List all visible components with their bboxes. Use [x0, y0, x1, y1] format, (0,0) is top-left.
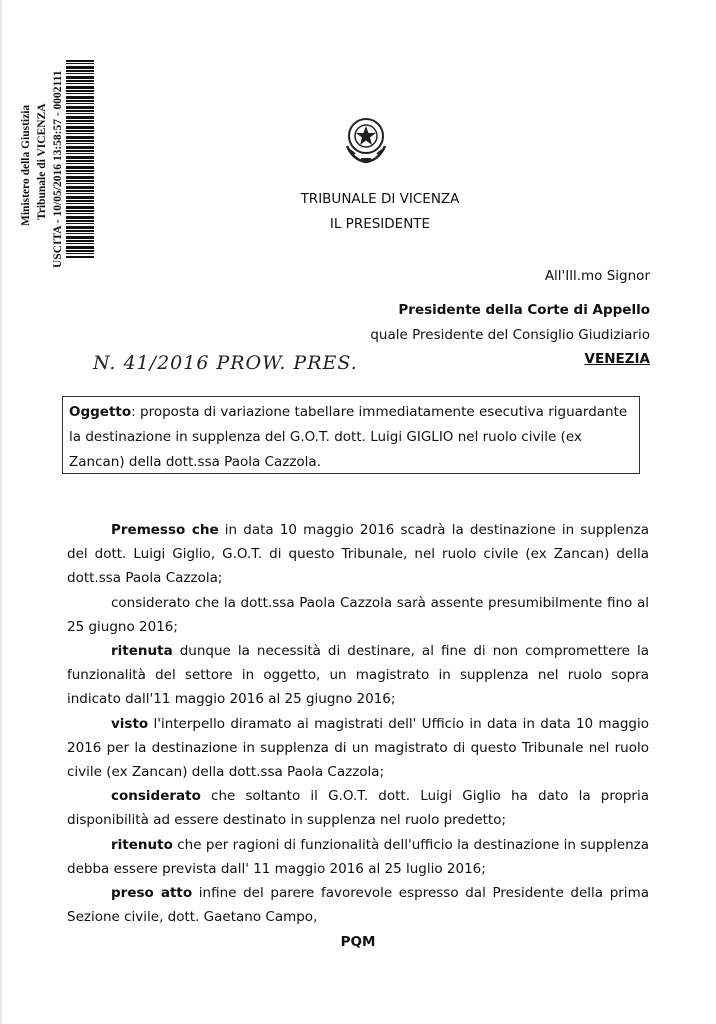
paragraph-considerato-assenza [67, 591, 649, 639]
president-role: IL PRESIDENTE [329, 216, 431, 232]
paragraph-text: che soltanto il G.O.T. dott. Luigi Giglio ha dato la propria disponibilità ad essere destinato in supplenza nel ruolo predetto; [67, 788, 649, 829]
paragraph-text: l'interpello diramato ai magistrati dell' Ufficio in data in data 10 maggio 2016 per la destinazione in supplenza di un magistrato di questo Tribunale nel ruolo civile (ex Zancan) della dott.ssa Paola Cazzola; [67, 715, 649, 781]
paragraph-text: considerato che la dott.ssa Paola Cazzola sarà assente presumibilmente fino al 25 giugno 2016; [67, 594, 649, 635]
subject-text: : proposta di variazione tabellare immediatamente esecutiva riguardante la destinazione in supplenza del G.O.T. dott. Luigi GIGLIO nel ruolo civile (ex Zancan) della dott.ssa Paola Cazzola. [69, 404, 628, 470]
stamp-protocol: USCITA - 10/05/2016 13:58:57 - 0002111 [52, 70, 64, 268]
paragraph-visto [67, 712, 649, 785]
paragraph-lead: visto [111, 715, 149, 732]
recipient-title: Presidente della Corte di Appello [398, 302, 650, 318]
recipient-qualification: quale Presidente del Consiglio Giudiziario [370, 327, 650, 343]
paragraph-text: dunque la necessità di destinare, al fine di non compromettere la funzionalità del settore in oggetto, un magistrato in supplenza nel ruolo sopra indicato dall'11 maggio 2016 al 25 giugno 2016; [67, 643, 649, 708]
paragraph-text: che per ragioni di funzionalità dell'ufficio la destinazione in supplenza debba essere prevista dall' 11 maggio 2016 al 25 luglio 2016; [67, 836, 649, 877]
paragraph-ritenuta [67, 639, 649, 712]
pqm-heading: PQM [340, 934, 376, 950]
scan-edge [0, 0, 2, 1024]
italian-republic-emblem-icon [341, 112, 391, 166]
paragraph-lead: Premesso che [111, 522, 219, 538]
document-body [67, 518, 649, 929]
paragraph-preso-atto [67, 881, 649, 929]
paragraph-premesso [67, 518, 649, 591]
paragraph-lead: considerato [111, 788, 201, 805]
court-name: TRIBUNALE DI VICENZA [300, 191, 460, 207]
protocol-barcode [66, 60, 94, 258]
subject-box [62, 396, 640, 474]
paragraph-text: infine del parere favorevole espresso dal Presidente della prima Sezione civile, dott. Gaetano Campo, [67, 885, 649, 926]
subject-label: Oggetto [69, 404, 132, 420]
paragraph-text: in data 10 maggio 2016 scadrà la destinazione in supplenza del dott. Luigi Giglio, G.O.T. di questo Tribunale, nel ruolo civile (ex Zancan) della dott.ssa Paola Cazzola; [67, 522, 649, 587]
paragraph-lead: ritenuto [111, 836, 173, 853]
stamp-court: Tribunale di VICENZA [36, 103, 48, 220]
paragraph-ritenuto [67, 833, 649, 881]
paragraph-considerato [67, 784, 649, 832]
paragraph-lead: ritenuta [111, 643, 173, 660]
recipient-salutation: All'Ill.mo Signor [544, 268, 650, 284]
handwritten-reference: N. 41/2016 PROW. PRES. [93, 352, 358, 374]
recipient-city: VENEZIA [584, 351, 650, 367]
stamp-ministry: Ministero della Giustizia [20, 104, 32, 226]
paragraph-lead: preso atto [111, 885, 193, 902]
